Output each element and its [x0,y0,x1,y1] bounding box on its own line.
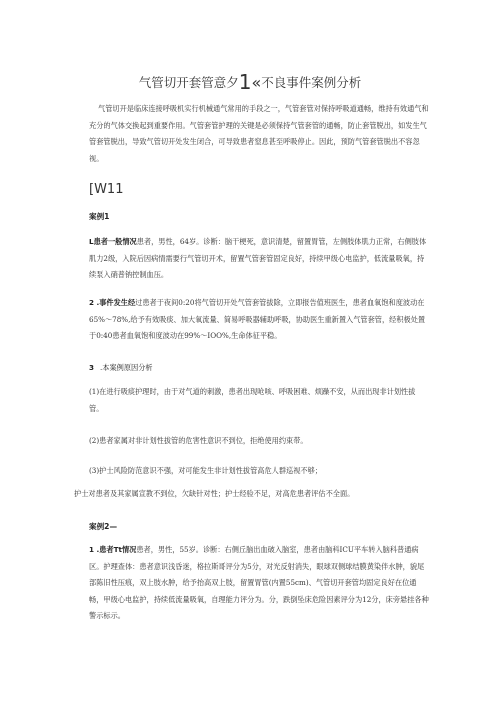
section-heading: [W11 [89,182,124,197]
title-part-2: 1 [238,70,252,94]
title-part-3: « [251,73,262,92]
case1-item2-text: 过患者于夜间0:20将气管切开处气管套管拔除，立即报告值班医生，患者血氧饱和度波动在65%～78%,给予有效吸痰、加大氧流量、简易呼吸器辅助呼吸，协助医生重新置入气管套管，经积极处置于0:40患者血氧饱和度波动在99%～IOO%,生命体征平稳。 [89,298,426,340]
title-part-4: 不良事件案例分析 [261,75,362,90]
case1-heading: 案例1 [89,212,110,221]
document-title [0,70,500,94]
case1-item1-text: 患者，男性，64岁。诊断：脑干梗死，意识清楚，留置胃管，左侧肢体肌力正常，右侧肢体肌力2级，入院后因病情需要行气管切开术，留置气管套管固定良好，持续甲级心电监护，低流量吸氧，持续泵入硝普钠控制血压。 [89,237,427,279]
case1-item1-label: L患者一般情况 [89,237,137,246]
case1-item1 [89,234,429,284]
case2-item1 [89,542,429,625]
case1-reason-2: (2)患者家属对非计划性拔管的危害性意识不到位，拒绝使用约束带。 [89,436,308,445]
case1-item3 [89,363,153,373]
case1-item3-label: .本案例原因分析 [100,363,153,372]
case2-heading: 案例2— [89,522,118,531]
intro-paragraph: 气管切开是临床连接呼吸机实行机械通气常用的手段之一，气管套管对保持呼吸道通畅，维持有效通气和充分的气体交换起到重要作用。气管套管护理的关键是必须保持气管套管的通畅，防止套管脱出，如发生气管套管脱出，导致气管切开处发生闭合，可导致患者窒息甚至呼吸停止。因此，预防气管套管脱出不容忽视。 [89,104,429,163]
case1-item3-num: 3 [89,363,95,372]
case1-reason-3: (3)护士风险防范意识不强，对可能发生非计划性拔管高危人群巡视不够； [89,466,322,475]
case2-item1-text: 患者，男性，55岁。诊断：右侧丘脑出血破入脑室，患者由脑科ICU平车转入脑科普通病区。护理查体：患者意识浅昏迷，格拉斯哥评分为5分，对光反射消失，眼球双侧球结膜黄染伴水肿，貌尾部陈旧性压痕，双上肢水肿，给予抬高双上肢，留置胃管(内置55cm)、气管切开套管均固定良好在位通畅，甲级心电监护，持续低流量吸氧，自理能力评分为。分，跌倒坠床危险因素评分为12分，床旁悬挂各种警示标示。 [89,545,429,620]
case1-item2 [89,295,429,345]
title-part-1: 气管切开套管意夕 [138,75,239,90]
case2-item1-label: 1 .患者Tt情况 [89,545,137,554]
case1-reason-4: 护士对患者及其家属宣教不到位，欠缺针对性；护士经验不足，对高危患者评估不全面。 [74,489,355,498]
case1-item2-label: 2 .事件发生经 [89,298,136,307]
case1-reason-1: (1)在进行吸痰护理时，由于对气道的刺激，患者出现呛咳、呼吸困难、烦躁不安，从而出现非计划性拔管。 [89,387,416,413]
